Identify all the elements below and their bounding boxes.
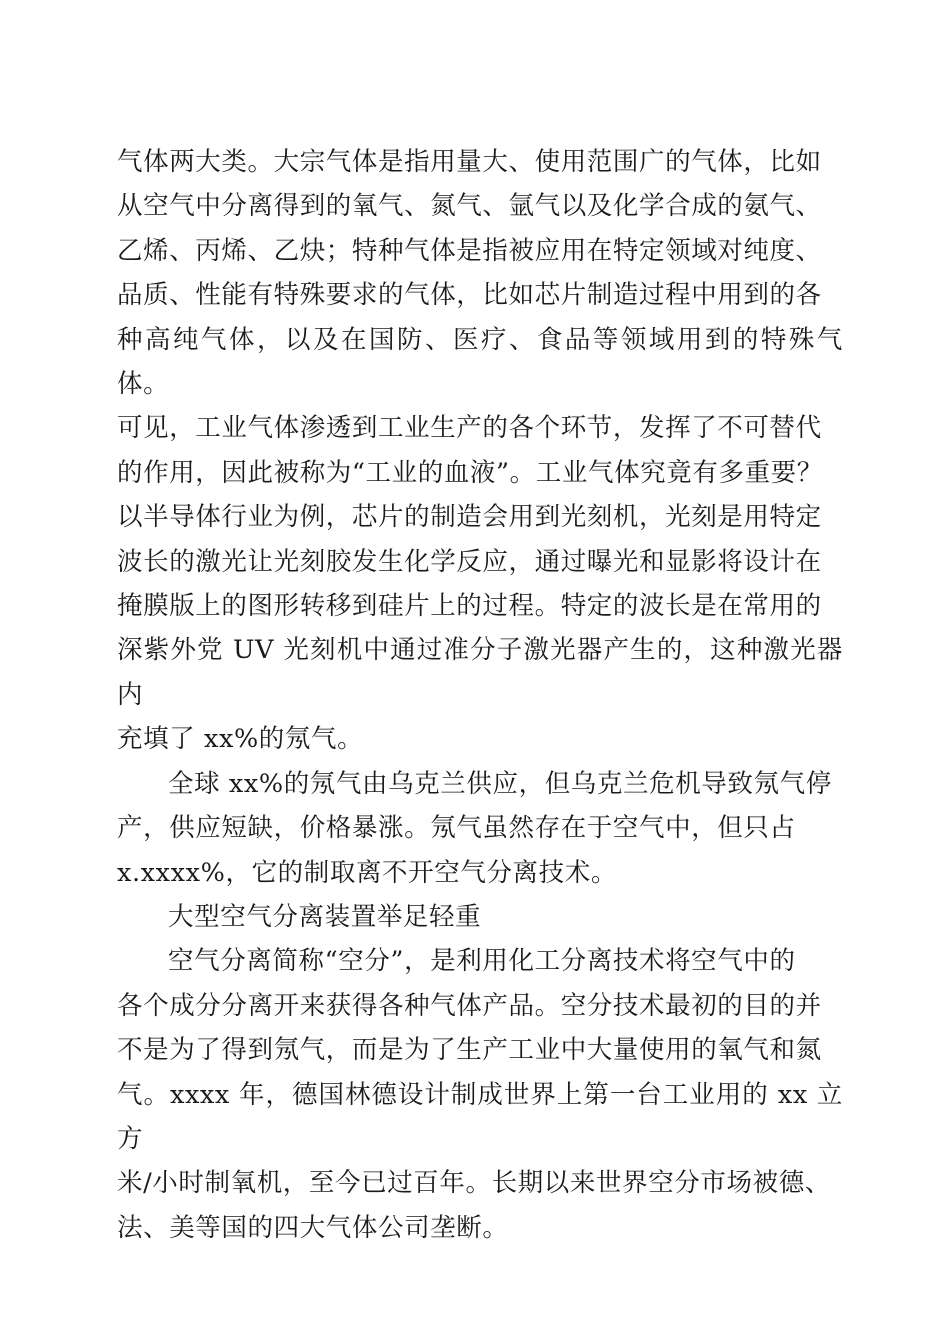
text-line: 掩膜版上的图形转移到硅片上的过程。特定的波长是在常用的	[117, 591, 822, 622]
text-line: 气。xxxx 年，德国林德设计制成世界上第一台工业用的 xx 立方	[117, 1079, 843, 1154]
text-line: 种高纯气体，以及在国防、医疗、食品等领域用到的特殊气体。	[117, 324, 843, 400]
text-line: 各个成分分离开来获得各种气体产品。空分技术最初的目的并	[117, 990, 822, 1021]
text-line: 空气分离简称“空分”，是利用化工分离技术将空气中的	[168, 946, 796, 977]
text-line: 可见，工业气体渗透到工业生产的各个环节，发挥了不可替代	[117, 413, 822, 444]
text-line: 乙烯、丙烯、乙炔；特种气体是指被应用在特定领域对纯度、	[117, 235, 822, 266]
paragraph-industrial-gases	[117, 140, 843, 762]
text-line: x.xxxx%，它的制取离不开空气分离技术。	[117, 857, 617, 888]
document-body	[117, 140, 843, 1250]
text-line: 产，供应短缺，价格暴涨。氖气虽然存在于空气中，但只占	[117, 813, 796, 844]
text-line: 深紫外党 UV 光刻机中通过准分子激光器产生的，这种激光器内	[117, 635, 843, 710]
paragraph-air-separation	[117, 939, 843, 1250]
text-line: 米/小时制氧机，至今已过百年。长期以来世界空分市场被德、	[117, 1168, 831, 1199]
text-line: 波长的激光让光刻胶发生化学反应，通过曝光和显影将设计在	[117, 546, 822, 577]
text-line: 从空气中分离得到的氧气、氮气、氩气以及化学合成的氨气、	[117, 191, 822, 222]
paragraph-neon-supply	[117, 762, 843, 895]
text-line: 气体两大类。大宗气体是指用量大、使用范围广的气体，比如	[117, 147, 822, 177]
text-line: 法、美等国的四大气体公司垄断。	[117, 1212, 509, 1243]
text-line: 充填了 xx%的氖气。	[117, 724, 364, 755]
text-line: 不是为了得到氖气，而是为了生产工业中大量使用的氧气和氮	[117, 1035, 822, 1066]
section-heading	[117, 895, 843, 939]
text-line: 品质、性能有特殊要求的气体，比如芯片制造过程中用到的各	[117, 280, 822, 311]
text-line: 的作用，因此被称为“工业的血液”。工业气体究竟有多重要？	[117, 457, 823, 488]
text-line: 全球 xx%的氖气由乌克兰供应，但乌克兰危机导致氖气停	[168, 768, 832, 799]
text-line: 以半导体行业为例，芯片的制造会用到光刻机，光刻是用特定	[117, 502, 822, 533]
heading-text: 大型空气分离装置举足轻重	[168, 901, 482, 932]
